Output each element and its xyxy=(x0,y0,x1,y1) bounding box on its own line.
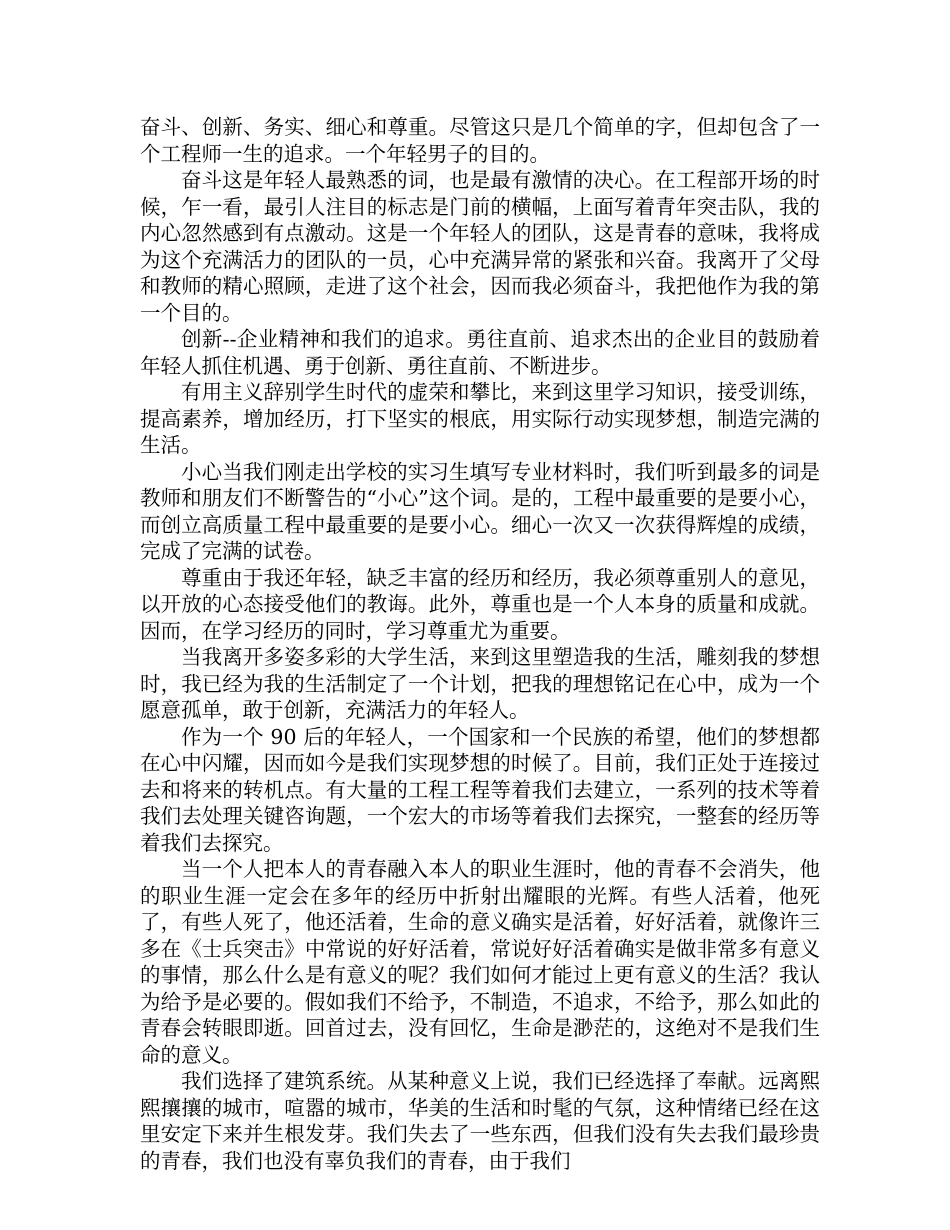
paragraph-struggle: 奋斗这是年轻人最熟悉的词，也是最有激情的决心。在工程部开场的时候，乍一看，最引人注目的标志是门前的横幅，上面写着青年突击队，我的内心忽然感到有点激动。这是一个年轻人的团队，这是青春的意味，我将成为这个充满活力的团队的一员，心中充满异常的紧张和兴奋。我离开了父母和教师的精心照顾，走进了这个社会，因而我必须奋斗，我把他作为我的第一个目的。 xyxy=(140,168,820,325)
paragraph-innovation: 创新--企业精神和我们的追求。勇往直前、追求杰出的企业目的鼓励着年轻人抓住机遇、勇于创新、勇往直前、不断进步。 xyxy=(140,327,820,378)
paragraph-intro: 奋斗、创新、务实、细心和尊重。尽管这只是几个简单的字，但却包含了一个工程师一生的追求。一个年轻男子的目的。 xyxy=(140,115,820,166)
paragraph-respect: 尊重由于我还年轻，缺乏丰富的经历和经历，我必须尊重别人的意见，以开放的心态接受他们的教诲。此外，尊重也是一个人本身的质量和成就。因而，在学习经历的同时，学习尊重尤为重要。 xyxy=(140,565,820,643)
paragraph-meaning-of-life: 当一个人把本人的青春融入本人的职业生涯时，他的青春不会消失，他的职业生涯一定会在多年的经历中折射出耀眼的光辉。有些人活着，他死了，有些人死了，他还活着，生命的意义确实是活着，好好活着，就像许三多在《士兵突击》中常说的好好活着，常说好好活着确实是做非常多有意义的事情，那么什么是有意义的呢？我们如何才能过上更有意义的生活？我认为给予是必要的。假如我们不给予，不制造，不追求，不给予，那么如此的青春会转眼即逝。回首过去，没有回忆，生命是渺茫的，这绝对不是我们生命的意义。 xyxy=(140,857,820,1067)
document-page xyxy=(140,114,820,1174)
paragraph-construction-system: 我们选择了建筑系统。从某种意义上说，我们已经选择了奉献。远离熙熙攘攘的城市，喧嚣的城市，华美的生活和时髦的气氛，这种情绪已经在这里安定下来并生根发芽。我们失去了一些东西，但我们没有失去我们最珍贵的青春，我们也没有辜负我们的青春，由于我们 xyxy=(140,1069,820,1173)
paragraph-plan: 当我离开多姿多彩的大学生活，来到这里塑造我的生活，雕刻我的梦想时，我已经为我的生活制定了一个计划，把我的理想铭记在心中，成为一个愿意孤单，敢于创新，充满活力的年轻人。 xyxy=(140,645,820,722)
paragraph-dreams: 作为一个 90 后的年轻人，一个国家和一个民族的希望，他们的梦想都在心中闪耀，因而如今是我们实现梦想的时候了。目前，我们正处于连接过去和将来的转机点。有大量的工程工程等着我们去建立，一系列的技术等着我们去处理关键咨询题，一个宏大的市场等着我们去探究，一整套的经历等着我们去探究。 xyxy=(140,724,820,855)
paragraph-pragmatism: 有用主义辞别学生时代的虚荣和攀比，来到这里学习知识，接受训练，提高素养，增加经历，打下坚实的根底，用实际行动实现梦想，制造完满的生活。 xyxy=(140,380,820,457)
paragraph-carefulness: 小心当我们刚走出学校的实习生填写专业材料时，我们听到最多的词是教师和朋友们不断警告的“小心”这个词。是的，工程中最重要的是要小心，而创立高质量工程中最重要的是要小心。细心一次又一次获得辉煌的成绩，完成了完满的试卷。 xyxy=(140,459,820,563)
